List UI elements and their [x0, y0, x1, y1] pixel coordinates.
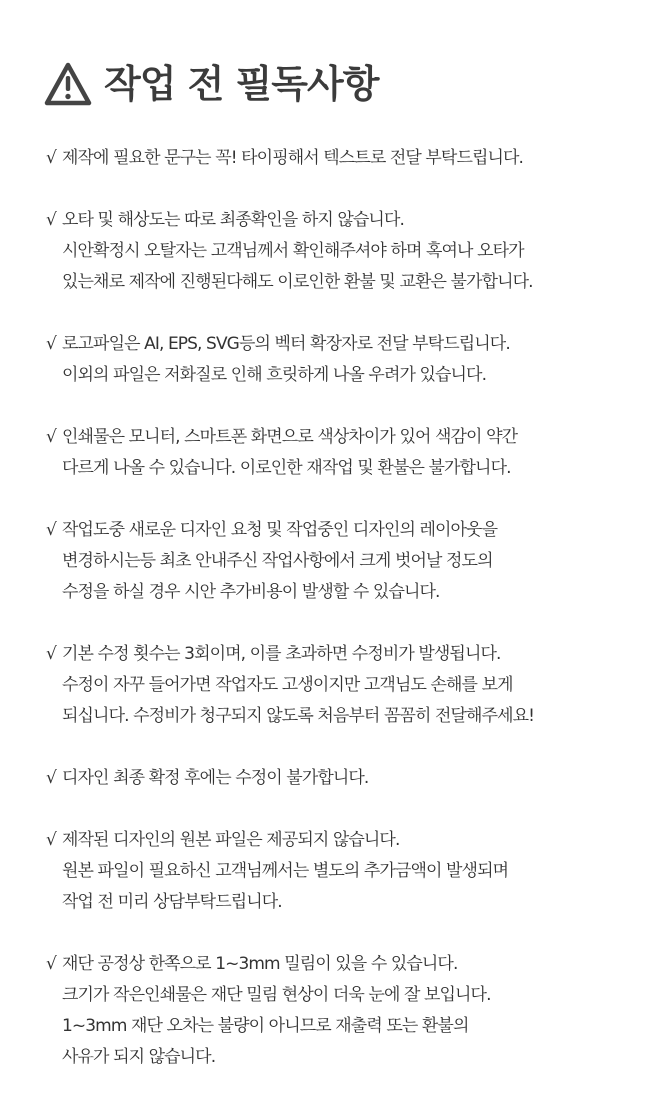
check-mark-icon: √: [46, 954, 57, 974]
notice-line: 디자인 최종 확정 후에는 수정이 불가합니다.: [62, 768, 369, 788]
notice-text: [62, 639, 636, 732]
notice-line: 로고파일은 AI, EPS, SVG등의 벡터 확장자로 전달 부탁드립니다.: [62, 334, 510, 354]
notice-text: [62, 515, 636, 608]
check-mark-icon: √: [46, 830, 57, 850]
check-mark-icon: √: [46, 644, 57, 664]
notice-line: 재단 공정상 한쪽으로 1~3mm 밀림이 있을 수 있습니다.: [62, 954, 458, 974]
notice-text: [62, 763, 636, 794]
notice-item: [46, 825, 636, 918]
notice-text: [62, 143, 636, 174]
notice-text: [62, 825, 636, 918]
check-mark-icon: √: [46, 520, 57, 540]
notice-line: 작업 전 미리 상담부탁드립니다.: [62, 892, 282, 912]
notice-item: [46, 949, 636, 1073]
notice-item: [46, 763, 636, 794]
notice-line: 오타 및 해상도는 따로 최종확인을 하지 않습니다.: [62, 210, 404, 230]
warning-triangle-icon: [44, 61, 92, 107]
notice-item: [46, 205, 636, 298]
notice-line: 수정이 자꾸 들어가면 작업자도 고생이지만 고객님도 손해를 보게: [62, 675, 513, 695]
notice-line: 수정을 하실 경우 시안 추가비용이 발생할 수 있습니다.: [62, 582, 440, 602]
notice-line: 인쇄물은 모니터, 스마트폰 화면으로 색상차이가 있어 색감이 약간: [62, 427, 518, 447]
notice-line: 사유가 되지 않습니다.: [62, 1047, 216, 1067]
notice-line: 있는채로 제작에 진행된다해도 이로인한 환불 및 교환은 불가합니다.: [62, 272, 533, 292]
notice-text: [62, 205, 636, 298]
notice-item: [46, 515, 636, 608]
page-title: 작업 전 필독사항: [104, 62, 379, 106]
notice-line: 제작에 필요한 문구는 꼭! 타이핑해서 텍스트로 전달 부탁드립니다.: [62, 148, 524, 168]
notice-list: [46, 143, 636, 1104]
notice-text: [62, 949, 636, 1073]
notice-line: 기본 수정 횟수는 3회이며, 이를 초과하면 수정비가 발생됩니다.: [62, 644, 501, 664]
notice-line: 작업도중 새로운 디자인 요청 및 작업중인 디자인의 레이아웃을: [62, 520, 498, 540]
notice-item: [46, 422, 636, 484]
notice-item: [46, 329, 636, 391]
page-header: [44, 56, 378, 112]
notice-text: [62, 422, 636, 484]
notice-line: 시안확정시 오탈자는 고객님께서 확인해주셔야 하며 혹여나 오타가: [62, 241, 524, 261]
notice-line: 다르게 나올 수 있습니다. 이로인한 재작업 및 환불은 불가합니다.: [62, 458, 511, 478]
notice-line: 되십니다. 수정비가 청구되지 않도록 처음부터 꼼꼼히 전달해주세요!: [62, 706, 535, 726]
check-mark-icon: √: [46, 427, 57, 447]
notice-item: [46, 143, 636, 174]
check-mark-icon: √: [46, 148, 57, 168]
check-mark-icon: √: [46, 334, 57, 354]
notice-line: 1~3mm 재단 오차는 불량이 아니므로 재출력 또는 환불의: [62, 1016, 469, 1036]
check-mark-icon: √: [46, 210, 57, 230]
notice-line: 변경하시는등 최초 안내주신 작업사항에서 크게 벗어날 정도의: [62, 551, 493, 571]
notice-line: 원본 파일이 필요하신 고객님께서는 별도의 추가금액이 발생되며: [62, 861, 509, 881]
check-mark-icon: √: [46, 768, 57, 788]
notice-item: [46, 639, 636, 732]
notice-line: 제작된 디자인의 원본 파일은 제공되지 않습니다.: [62, 830, 400, 850]
notice-line: 크기가 작은인쇄물은 재단 밀림 현상이 더욱 눈에 잘 보입니다.: [62, 985, 491, 1005]
notice-text: [62, 329, 636, 391]
notice-line: 이외의 파일은 저화질로 인해 흐릿하게 나올 우려가 있습니다.: [62, 365, 487, 385]
